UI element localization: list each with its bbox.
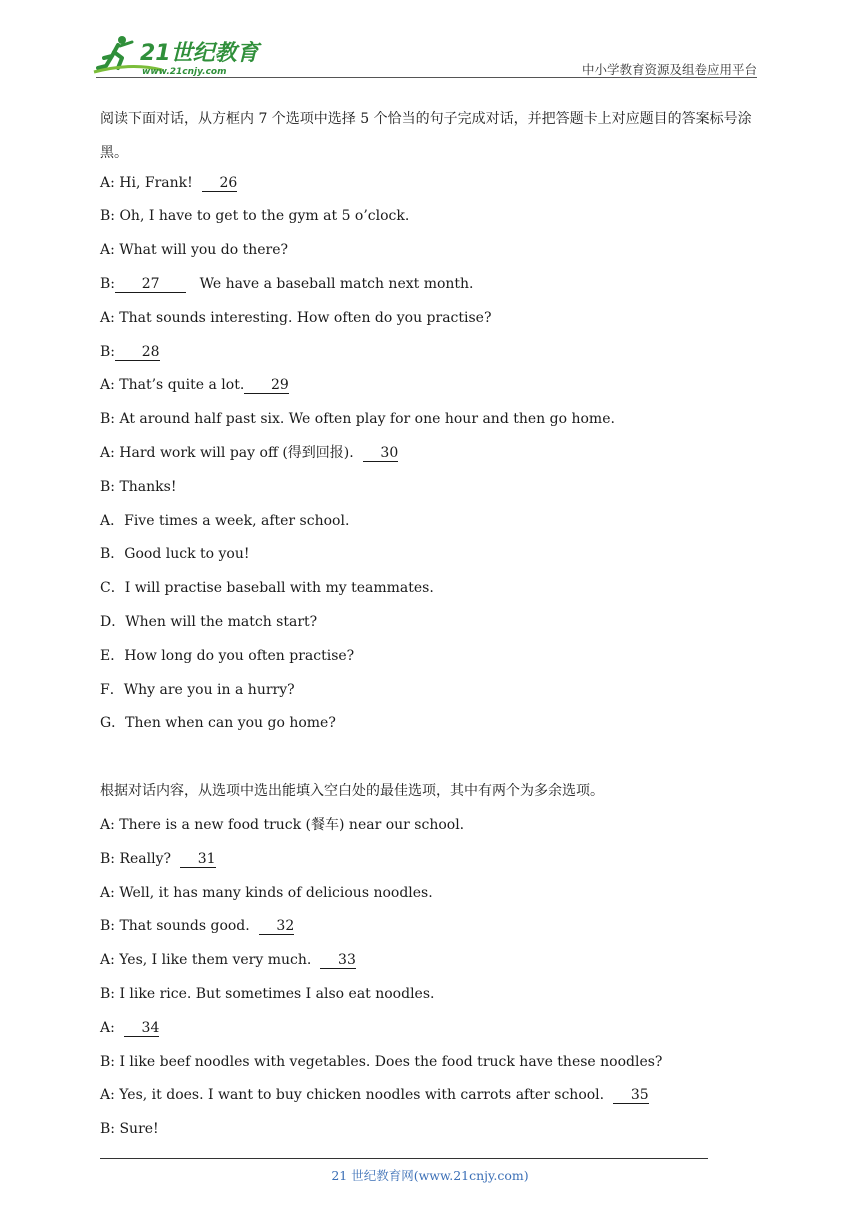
section1-dialog-line [100,306,764,340]
answer-blank[interactable]: 26 [201,174,238,191]
dialog-text: A: Well, it has many kinds of delicious noodles. [100,884,433,901]
dialog-text: A: There is a new food truck (餐车) near our school. [100,816,465,833]
dialog-text: A: Hard work will pay off (得到回报). [100,444,363,461]
dialog-text: B: Thanks! [100,478,177,495]
footer-text: 21 世纪教育网(www.21cnjy.com) [331,1168,529,1183]
section2-dialog-line [100,914,764,948]
footer-divider [100,1158,708,1159]
dialog-text: B: I like rice. But sometimes I also eat noodles. [100,985,435,1002]
option-item: F．Why are you in a hurry? [100,681,295,698]
dialog-text: B: At around half past six. We often play for one hour and then go home. [100,411,615,428]
answer-blank[interactable]: 30 [362,444,399,461]
section1-instruction: 阅读下面对话，从方框内 7 个选项中选择 5 个恰当的句子完成对话，并把答题卡上对应题目的答案标号涂黑。 [100,111,752,161]
option-item: B．Good luck to you! [100,546,250,563]
dialog-text: B: Really? [100,850,180,867]
section1-dialog-line [100,441,764,475]
section1-dialog-line [100,171,764,205]
section2-dialog-line [100,1117,764,1151]
option-item: A．Five times a week, after school. [100,512,350,529]
option-item: D．When will the match start? [100,613,318,630]
dialog-text: A: What will you do there? [100,242,289,259]
answer-blank[interactable]: 29 [244,377,289,394]
dialog-text: B: I like beef noodles with vegetables. Does the food truck have these noodles? [100,1053,663,1070]
section2-dialog-line [100,1083,764,1117]
dialog-text: A: That’s quite a lot. [100,377,245,394]
option-item: G．Then when can you go home? [100,715,336,732]
section1-dialog-line [100,407,764,441]
section1-dialog-line [100,238,764,272]
dialog-text: A: [100,1019,124,1036]
dialog-text: A: Hi, Frank! [100,174,202,191]
option-item: C．I will practise baseball with my teammates. [100,580,434,597]
section2-dialog-line [100,982,764,1016]
dialog-text: A: Yes, I like them very much. [100,952,321,969]
dialog-text: B: [100,275,116,292]
answer-blank[interactable]: 33 [320,952,356,969]
answer-blank[interactable]: 34 [123,1019,160,1036]
svg-text:21世纪教育: 21世纪教育 [140,41,259,66]
section-gap [100,745,764,779]
svg-text:www.21cnjy.com: www.21cnjy.com [142,67,227,77]
dialog-text: B: Sure! [100,1121,159,1138]
dialog-text: A: Yes, it does. I want to buy chicken noodles with carrots after school. [100,1087,614,1104]
section2-dialog-line [100,847,764,881]
answer-blank[interactable]: 32 [258,918,295,935]
option-item: E．How long do you often practise? [100,647,355,664]
section2-dialog-line [100,881,764,915]
section1-dialog-line [100,373,764,407]
header-platform-text: 中小学教育资源及组卷应用平台 [581,62,757,77]
page-header [0,0,860,84]
section2-dialog-line [100,1016,764,1050]
answer-blank[interactable]: 27 [115,275,187,292]
answer-blank[interactable]: 28 [115,343,160,360]
section1-dialog-line [100,340,764,374]
section2-dialog-line [100,948,764,982]
section2-dialog-line [100,1050,764,1084]
dialog-text: B: Oh, I have to get to the gym at 5 o’clock. [100,208,410,225]
dialog-text: A: That sounds interesting. How often do you practise? [100,309,492,326]
section1-dialog-line [100,272,764,306]
section1-dialog-line [100,204,764,238]
answer-blank[interactable]: 31 [179,850,216,867]
dialog-text: B: That sounds good. [100,918,259,935]
section1-options [100,509,764,746]
section1-dialog [100,171,764,509]
answer-blank[interactable]: 35 [613,1087,649,1104]
site-logo [92,32,262,78]
section2-dialog-line [100,813,764,847]
dialog-text-after: We have a baseball match next month. [186,275,474,292]
section2-instruction: 根据对话内容，从选项中选出能填入空白处的最佳选项，其中有两个为多余选项。 [100,783,604,800]
header-divider [96,77,757,78]
section2-dialog [100,813,764,1151]
document-body [100,103,764,1151]
dialog-text: B: [100,343,116,360]
section1-dialog-line [100,475,764,509]
